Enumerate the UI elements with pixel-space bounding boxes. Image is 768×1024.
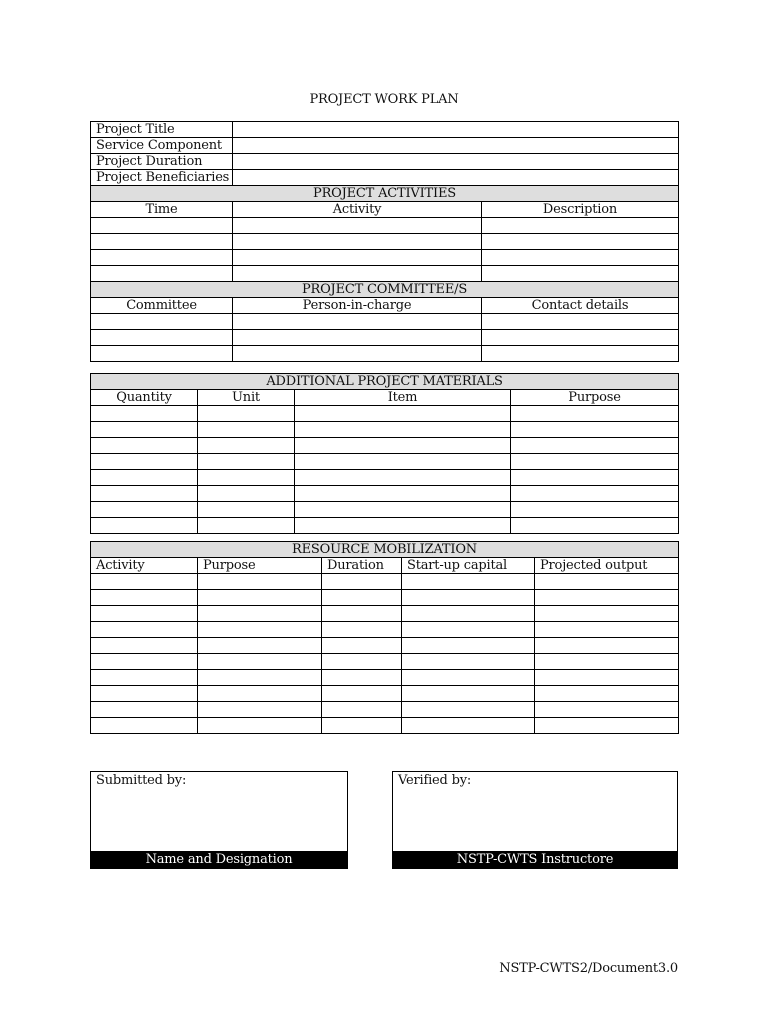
blank-cell[interactable]: [322, 590, 402, 606]
blank-cell[interactable]: [91, 346, 233, 362]
blank-cell[interactable]: [91, 702, 198, 718]
blank-cell[interactable]: [295, 406, 511, 422]
blank-cell[interactable]: [295, 518, 511, 534]
blank-cell[interactable]: [233, 218, 482, 234]
column-header: Activity: [91, 558, 198, 574]
blank-cell[interactable]: [482, 314, 679, 330]
blank-cell[interactable]: [233, 266, 482, 282]
blank-cell[interactable]: [91, 518, 198, 534]
table-row: [91, 314, 679, 330]
blank-cell[interactable]: [402, 654, 535, 670]
table-row: [91, 470, 679, 486]
blank-cell[interactable]: [198, 670, 322, 686]
column-header: Description: [482, 202, 679, 218]
info-value-cell[interactable]: [233, 138, 679, 154]
name-designation-bar: Name and Designation: [91, 851, 347, 868]
verified-by-label: Verified by:: [398, 773, 472, 788]
info-value-cell[interactable]: [233, 122, 679, 138]
table-row: [91, 574, 679, 590]
blank-cell[interactable]: [91, 470, 198, 486]
section-header-activities: PROJECT ACTIVITIES: [91, 186, 679, 202]
table-row: [91, 438, 679, 454]
blank-cell[interactable]: [198, 502, 295, 518]
info-label: Service Component: [91, 138, 233, 154]
blank-cell[interactable]: [511, 454, 679, 470]
blank-cell[interactable]: [322, 702, 402, 718]
blank-cell[interactable]: [198, 454, 295, 470]
blank-cell[interactable]: [482, 250, 679, 266]
column-header-row: [91, 298, 679, 314]
page-title: PROJECT WORK PLAN: [309, 92, 459, 107]
blank-cell[interactable]: [535, 654, 679, 670]
table-row: [91, 422, 679, 438]
table-row: [91, 638, 679, 654]
blank-cell[interactable]: [198, 590, 322, 606]
blank-cell[interactable]: [91, 250, 233, 266]
column-header: Activity: [233, 202, 482, 218]
blank-cell[interactable]: [535, 622, 679, 638]
blank-cell[interactable]: [295, 486, 511, 502]
blank-cell[interactable]: [233, 346, 482, 362]
blank-cell[interactable]: [198, 638, 322, 654]
blank-cell[interactable]: [322, 654, 402, 670]
blank-cell[interactable]: [233, 250, 482, 266]
blank-cell[interactable]: [91, 438, 198, 454]
document-code: NSTP-CWTS2/Document3.0: [499, 961, 678, 976]
blank-cell[interactable]: [402, 702, 535, 718]
verified-by-box[interactable]: [392, 771, 678, 869]
blank-cell[interactable]: [91, 718, 198, 734]
blank-cell[interactable]: [198, 422, 295, 438]
blank-cell[interactable]: [511, 518, 679, 534]
blank-cell[interactable]: [482, 266, 679, 282]
blank-cell[interactable]: [295, 438, 511, 454]
blank-cell[interactable]: [535, 606, 679, 622]
blank-cell[interactable]: [322, 574, 402, 590]
instructor-bar: NSTP-CWTS Instructore: [393, 851, 677, 868]
table-row: [91, 266, 679, 282]
blank-cell[interactable]: [295, 454, 511, 470]
column-header: Committee: [91, 298, 233, 314]
info-row: [91, 154, 679, 170]
blank-cell[interactable]: [233, 314, 482, 330]
blank-cell[interactable]: [91, 670, 198, 686]
submitted-by-box[interactable]: [90, 771, 348, 869]
info-value-cell[interactable]: [233, 154, 679, 170]
column-header-row: [91, 390, 679, 406]
blank-cell[interactable]: [198, 470, 295, 486]
blank-cell[interactable]: [322, 638, 402, 654]
blank-cell[interactable]: [198, 654, 322, 670]
blank-cell[interactable]: [91, 266, 233, 282]
table-row: [91, 702, 679, 718]
blank-cell[interactable]: [91, 454, 198, 470]
info-label: Project Duration: [91, 154, 233, 170]
blank-cell[interactable]: [535, 590, 679, 606]
blank-cell[interactable]: [322, 622, 402, 638]
table-row: [91, 330, 679, 346]
table-row: [91, 606, 679, 622]
section-header-materials: ADDITIONAL PROJECT MATERIALS: [91, 374, 679, 390]
column-header: Start-up capital: [402, 558, 535, 574]
blank-cell[interactable]: [402, 622, 535, 638]
column-header-row: [91, 202, 679, 218]
blank-cell[interactable]: [295, 502, 511, 518]
column-header: Purpose: [198, 558, 322, 574]
column-header: Projected output: [535, 558, 679, 574]
blank-cell[interactable]: [482, 346, 679, 362]
blank-cell[interactable]: [402, 670, 535, 686]
blank-cell[interactable]: [91, 654, 198, 670]
blank-cell[interactable]: [198, 406, 295, 422]
blank-cell[interactable]: [91, 574, 198, 590]
table-row: [91, 502, 679, 518]
table-row: [91, 670, 679, 686]
table-row: [91, 718, 679, 734]
blank-cell[interactable]: [511, 422, 679, 438]
info-label: Project Beneficiaries: [91, 170, 233, 186]
blank-cell[interactable]: [198, 718, 322, 734]
blank-cell[interactable]: [233, 234, 482, 250]
table-row: [91, 454, 679, 470]
blank-cell[interactable]: [91, 218, 233, 234]
table-row: [91, 518, 679, 534]
table-row: [91, 622, 679, 638]
blank-cell[interactable]: [482, 330, 679, 346]
blank-cell[interactable]: [198, 702, 322, 718]
column-header: Duration: [322, 558, 402, 574]
blank-cell[interactable]: [233, 330, 482, 346]
blank-cell[interactable]: [91, 638, 198, 654]
resource-mobilization-table: [90, 541, 679, 734]
blank-cell[interactable]: [91, 590, 198, 606]
blank-cell[interactable]: [198, 574, 322, 590]
blank-cell[interactable]: [322, 606, 402, 622]
blank-cell[interactable]: [402, 606, 535, 622]
blank-cell[interactable]: [198, 606, 322, 622]
info-value-cell[interactable]: [233, 170, 679, 186]
column-header: Contact details: [482, 298, 679, 314]
blank-cell[interactable]: [91, 234, 233, 250]
work-plan-upper-table: [90, 121, 679, 362]
blank-cell[interactable]: [535, 686, 679, 702]
table-row: [91, 218, 679, 234]
blank-cell[interactable]: [322, 670, 402, 686]
blank-cell[interactable]: [511, 470, 679, 486]
blank-cell[interactable]: [402, 574, 535, 590]
blank-cell[interactable]: [91, 330, 233, 346]
blank-cell[interactable]: [91, 606, 198, 622]
table-row: [91, 406, 679, 422]
blank-cell[interactable]: [511, 438, 679, 454]
blank-cell[interactable]: [198, 486, 295, 502]
blank-cell[interactable]: [535, 670, 679, 686]
table-row: [91, 346, 679, 362]
table-row: [91, 250, 679, 266]
blank-cell[interactable]: [322, 686, 402, 702]
blank-cell[interactable]: [511, 502, 679, 518]
blank-cell[interactable]: [402, 686, 535, 702]
blank-cell[interactable]: [198, 438, 295, 454]
blank-cell[interactable]: [535, 702, 679, 718]
blank-cell[interactable]: [322, 718, 402, 734]
blank-cell[interactable]: [91, 486, 198, 502]
materials-table: [90, 373, 679, 534]
table-row: [91, 486, 679, 502]
blank-cell[interactable]: [402, 590, 535, 606]
info-row: [91, 138, 679, 154]
blank-cell[interactable]: [91, 314, 233, 330]
blank-cell[interactable]: [482, 234, 679, 250]
blank-cell[interactable]: [91, 686, 198, 702]
blank-cell[interactable]: [198, 518, 295, 534]
submitted-by-label: Submitted by:: [96, 773, 187, 788]
column-header: Person-in-charge: [233, 298, 482, 314]
blank-cell[interactable]: [91, 502, 198, 518]
column-header: Quantity: [91, 390, 198, 406]
blank-cell[interactable]: [511, 406, 679, 422]
info-label: Project Title: [91, 122, 233, 138]
table-row: [91, 654, 679, 670]
info-row: [91, 122, 679, 138]
section-header-resources: RESOURCE MOBILIZATION: [91, 542, 679, 558]
info-row: [91, 170, 679, 186]
blank-cell[interactable]: [482, 218, 679, 234]
blank-cell[interactable]: [198, 686, 322, 702]
blank-cell[interactable]: [511, 486, 679, 502]
table-row: [91, 590, 679, 606]
blank-cell[interactable]: [295, 470, 511, 486]
blank-cell[interactable]: [402, 718, 535, 734]
section-header-committee: PROJECT COMMITTEE/S: [91, 282, 679, 298]
blank-cell[interactable]: [91, 422, 198, 438]
blank-cell[interactable]: [402, 638, 535, 654]
blank-cell[interactable]: [535, 574, 679, 590]
table-row: [91, 686, 679, 702]
blank-cell[interactable]: [295, 422, 511, 438]
column-header: Time: [91, 202, 233, 218]
blank-cell[interactable]: [91, 622, 198, 638]
column-header: Item: [295, 390, 511, 406]
blank-cell[interactable]: [91, 406, 198, 422]
blank-cell[interactable]: [535, 638, 679, 654]
column-header: Purpose: [511, 390, 679, 406]
table-row: [91, 234, 679, 250]
blank-cell[interactable]: [535, 718, 679, 734]
blank-cell[interactable]: [198, 622, 322, 638]
column-header: Unit: [198, 390, 295, 406]
column-header-row: [91, 558, 679, 574]
